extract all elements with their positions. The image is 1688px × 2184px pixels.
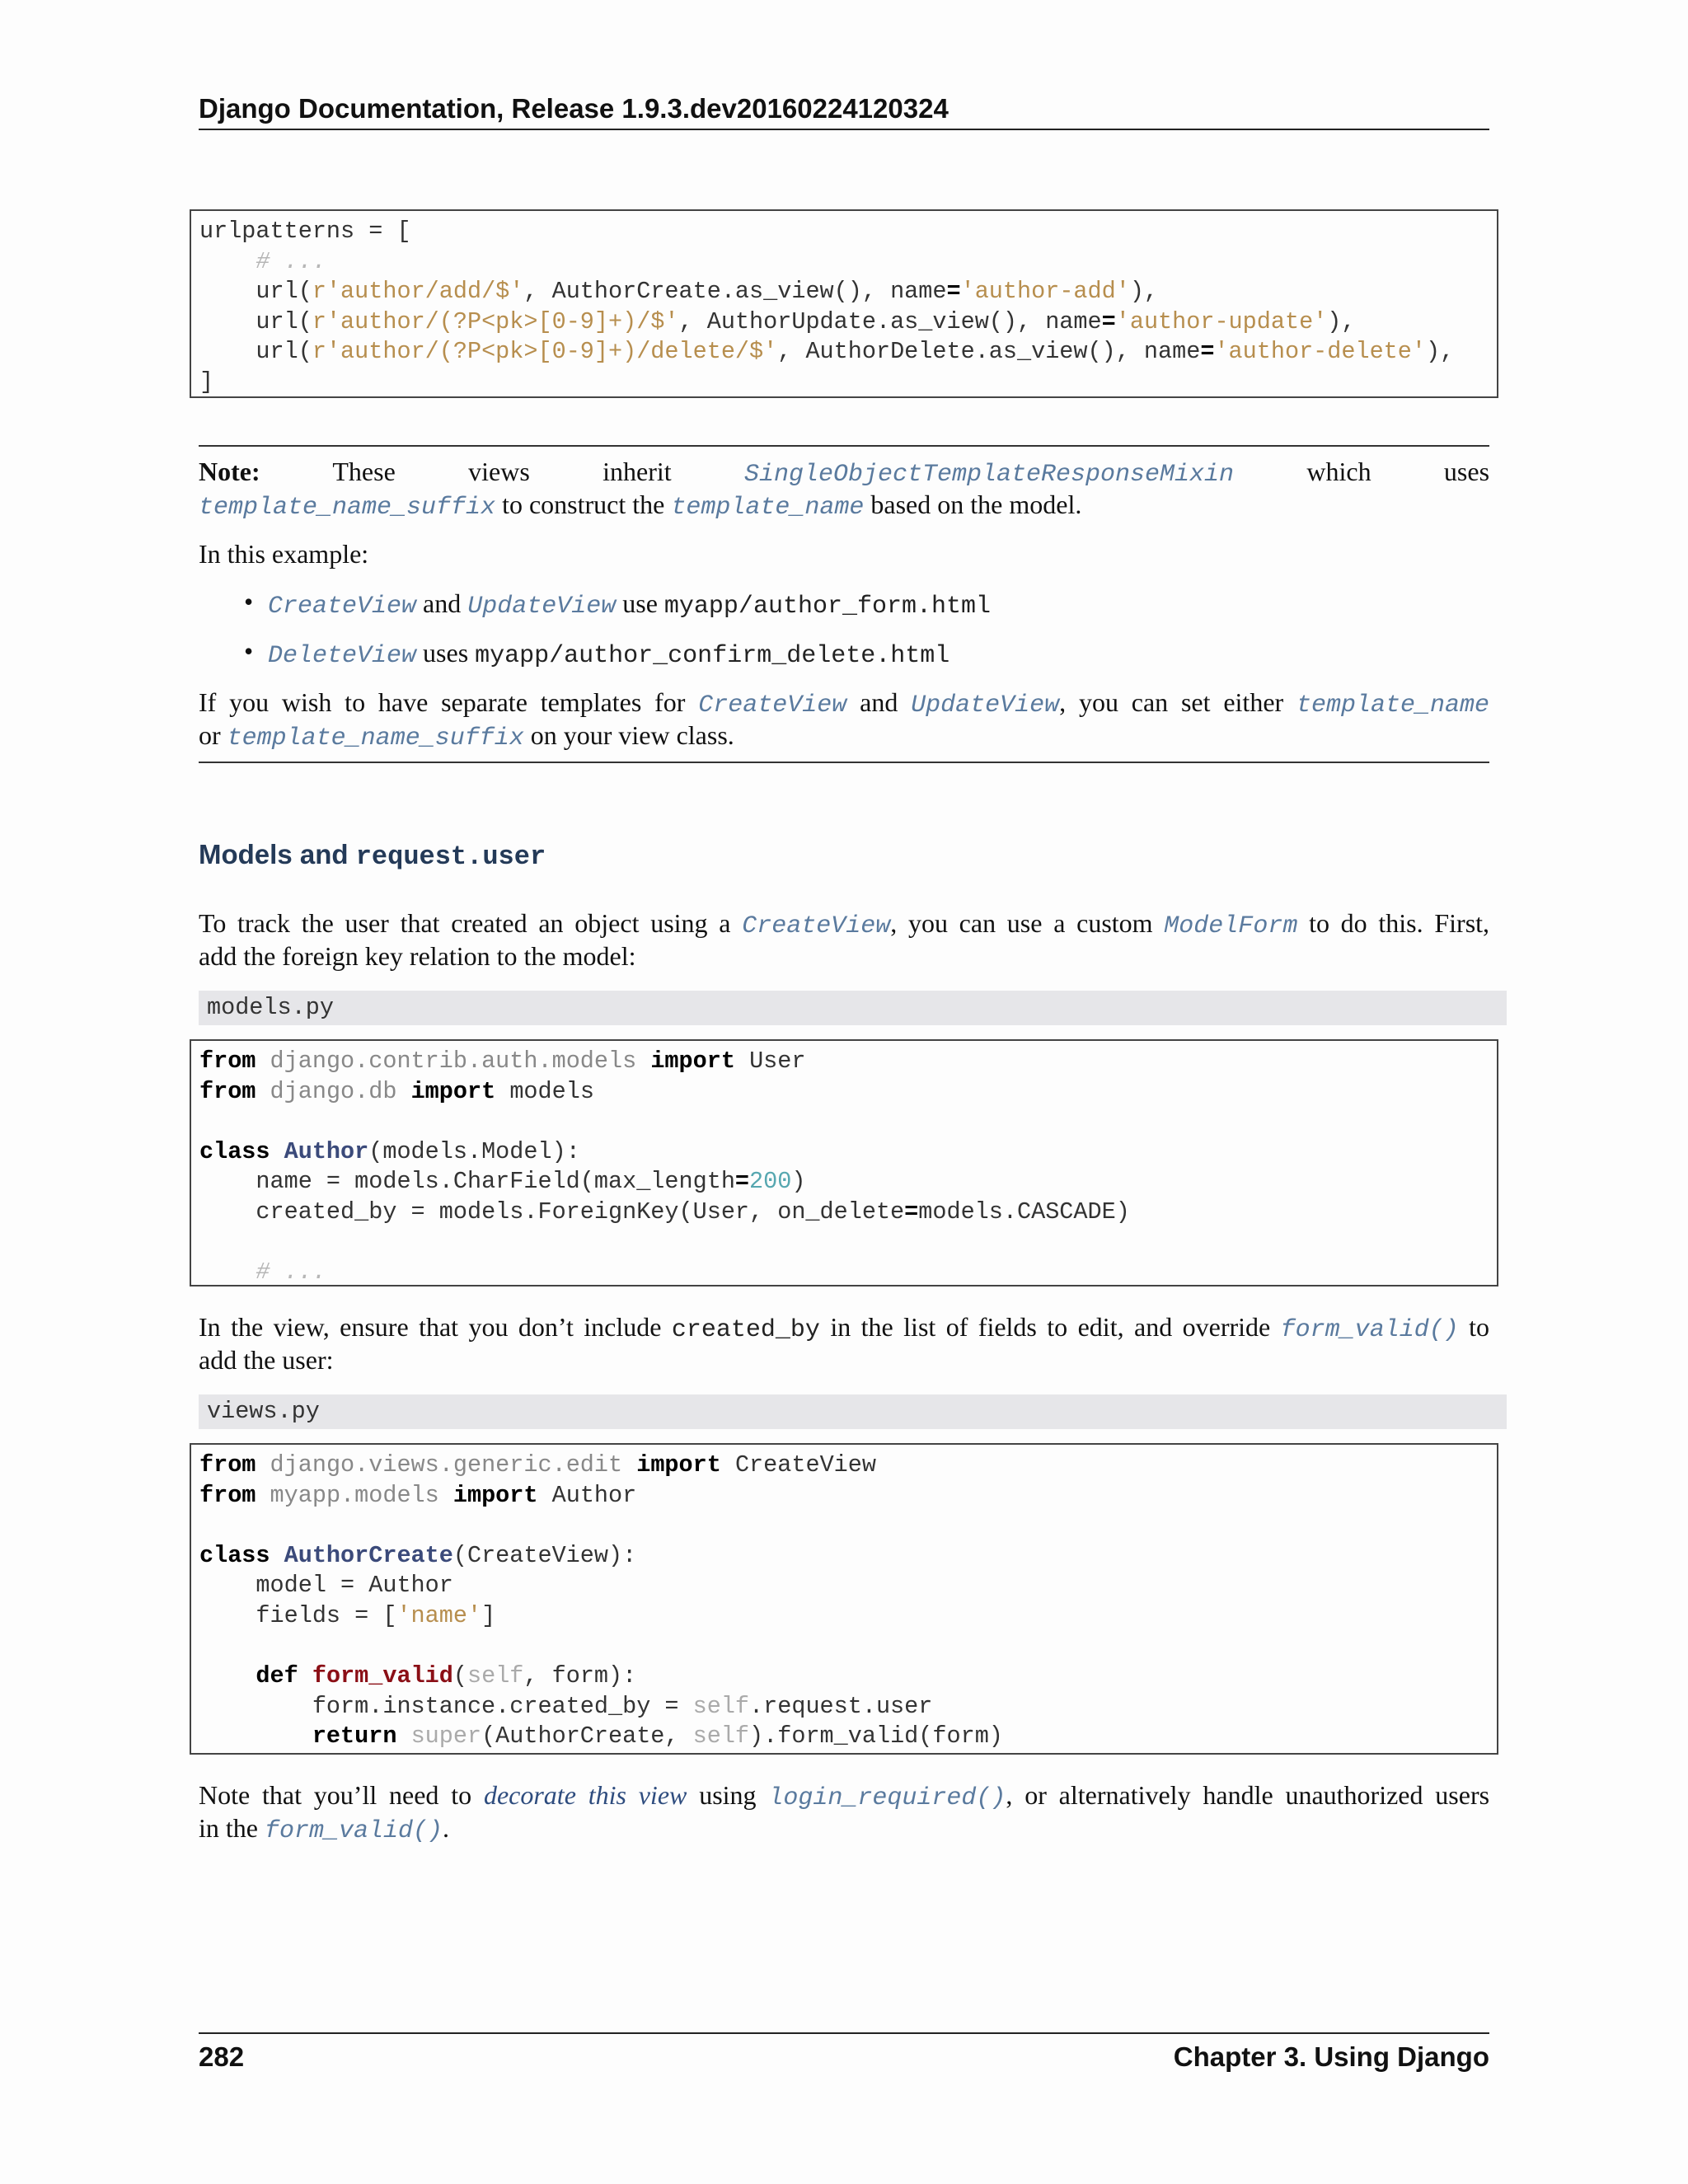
link-deleteview[interactable]: DeleteView <box>268 642 417 670</box>
section-heading: Models and request.user <box>199 839 546 872</box>
final-para-line-2: in the form_valid(). <box>199 1813 450 1845</box>
bullet-item-2: DeleteView uses myapp/author_confirm_delete.html <box>268 638 950 670</box>
note-separate-line-1: If you wish to have separate templates for CreateView and UpdateView, you can set either template_name <box>199 687 1490 719</box>
code-text: urlpatterns = [ # ... url(r'author/add/$', AuthorCreate.as_view(), name='author-add'), url(r'author/(?P<pk>[0-9]+)/$', AuthorUpdate.as_view(), name='author-update'), url(r'author/(?P<pk>[0-9]+)/delete/$', AuthorDelete.as_view(), name='author-delete'), ] <box>199 218 1455 396</box>
code-block-models <box>190 1039 1498 1286</box>
note-line-1: Note: These views inherit SingleObjectTemplateResponseMixin which uses <box>199 457 1490 489</box>
intro-line-2: add the foreign key relation to the model: <box>199 941 636 971</box>
link-login-required[interactable]: login_required() <box>768 1784 1006 1812</box>
link-updateview[interactable]: UpdateView <box>467 593 617 621</box>
link-template-name[interactable]: template_name <box>1296 691 1490 719</box>
code-text: from django.views.generic.edit import CreateView from myapp.models import Author class AuthorCreate(CreateView): model = Author fields = ['name'] def form_valid(self, form): form.instance.created_by = self.request.user return super(AuthorCreate, self).form_valid(form) <box>199 1451 1003 1750</box>
page-footer <box>199 2032 1489 2074</box>
link-createview[interactable]: CreateView <box>698 691 847 719</box>
bullet-marker: • <box>244 636 254 666</box>
link-template-name-suffix[interactable]: template_name_suffix <box>227 724 524 752</box>
bullet-marker: • <box>244 587 254 616</box>
link-createview[interactable]: CreateView <box>268 593 417 621</box>
chapter-title: Chapter 3. Using Django <box>1173 2041 1489 2072</box>
intro-line-1: To track the user that created an object using a CreateView, you can use a custom ModelForm to do this. First, <box>199 908 1490 940</box>
link-modelform[interactable]: ModelForm <box>1164 912 1298 940</box>
link-decorate-this-view[interactable]: decorate this view <box>483 1780 687 1810</box>
link-template-name[interactable]: template_name <box>671 494 865 522</box>
note-example-text: In this example: <box>199 539 369 569</box>
code-caption-models: models.py <box>199 991 1507 1025</box>
link-form-valid[interactable]: form_valid() <box>264 1817 443 1845</box>
link-form-valid[interactable]: form_valid() <box>1280 1316 1459 1344</box>
note-bottom-rule <box>199 762 1489 763</box>
note-separate-line-2: or template_name_suffix on your view class. <box>199 720 734 752</box>
view-para-line-2: add the user: <box>199 1345 334 1375</box>
link-updateview[interactable]: UpdateView <box>911 691 1060 719</box>
view-para-line-1: In the view, ensure that you don’t include created_by in the list of fields to edit, and override form_valid() to <box>199 1312 1490 1344</box>
code-block-views <box>190 1443 1498 1755</box>
code-caption-views: views.py <box>199 1394 1507 1429</box>
link-template-name-suffix[interactable]: template_name_suffix <box>199 494 496 522</box>
note-top-rule <box>199 445 1489 447</box>
note-line-2: template_name_suffix to construct the template_name based on the model. <box>199 490 1082 522</box>
link-mixin[interactable]: SingleObjectTemplateResponseMixin <box>743 461 1235 489</box>
code-text: from django.contrib.auth.models import User from django.db import models class Author(models.Model): name = models.CharField(max_length=200) created_by = models.ForeignKey(User, on_delete=models.CASCADE) # ... <box>199 1047 1130 1286</box>
page-number: 282 <box>199 2041 245 2072</box>
code-block-urlpatterns <box>190 209 1498 398</box>
final-para-line-1: Note that you’ll need to decorate this view using login_required(), or alternatively handle unauthorized users <box>199 1780 1490 1812</box>
running-header: Django Documentation, Release 1.9.3.dev20160224120324 <box>199 92 1489 130</box>
bullet-item-1: CreateView and UpdateView use myapp/author_form.html <box>268 588 991 621</box>
link-createview[interactable]: CreateView <box>742 912 891 940</box>
